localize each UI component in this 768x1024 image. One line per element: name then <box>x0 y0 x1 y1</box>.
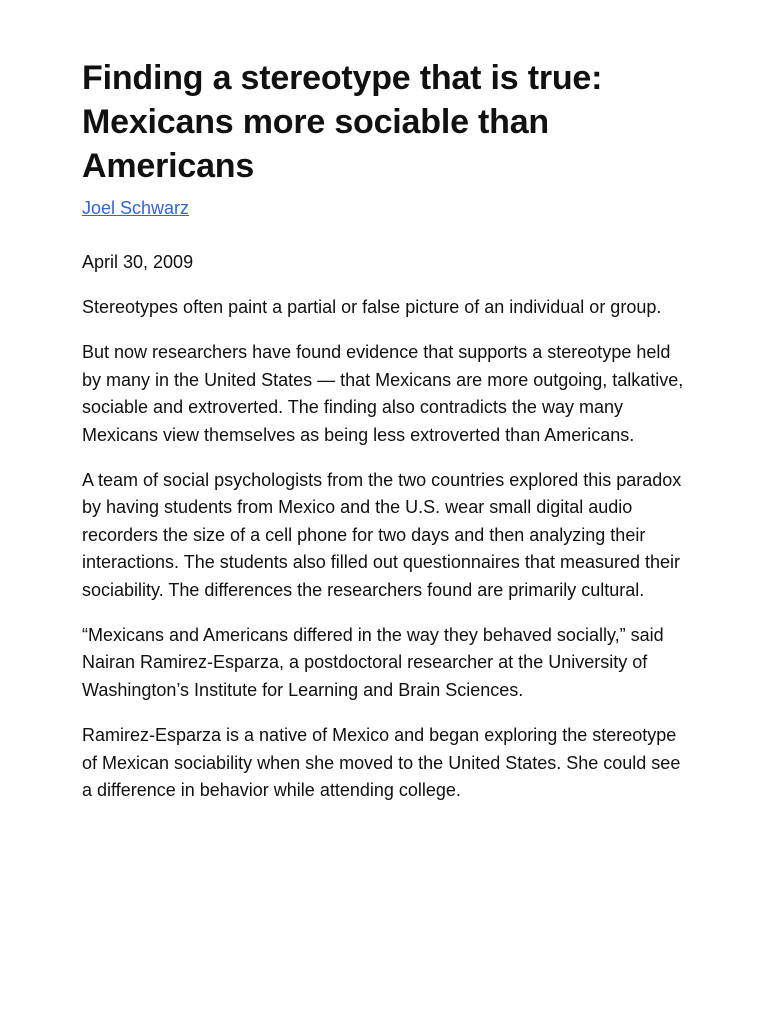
publish-date: April 30, 2009 <box>82 252 194 272</box>
article-paragraph-1: Stereotypes often paint a partial or false picture of an individual or group. <box>82 297 662 317</box>
article-paragraph-4: “Mexicans and Americans differed in the way they behaved socially,” said Nairan Ramirez-Esparza, a postdoctoral researcher at the University of Washington’s Institute for Learning and Brain Sciences. <box>82 625 664 700</box>
article-paragraph-3: A team of social psychologists from the two countries explored this paradox by having students from Mexico and the U.S. wear small digital audio recorders the size of a cell phone for two days and then analyzing their interactions. The students also filled out questionnaires that measured their sociability. The differences the researchers found are primarily cultural. <box>82 470 682 600</box>
article-paragraph-2: But now researchers have found evidence that supports a stereotype held by many in the United States — that Mexicans are more outgoing, talkative, sociable and extroverted. The finding also contradicts the way many Mexicans view themselves as being less extroverted than Americans. <box>82 342 684 445</box>
article-paragraph-5: Ramirez-Esparza is a native of Mexico and began exploring the stereotype of Mexican sociability when she moved to the United States. She could see a difference in behavior while attending college. <box>82 725 681 801</box>
article-title: Finding a stereotype that is true: Mexicans more sociable than Americans <box>82 59 603 185</box>
article <box>82 56 692 805</box>
author-link[interactable]: Joel Schwarz <box>82 198 190 218</box>
